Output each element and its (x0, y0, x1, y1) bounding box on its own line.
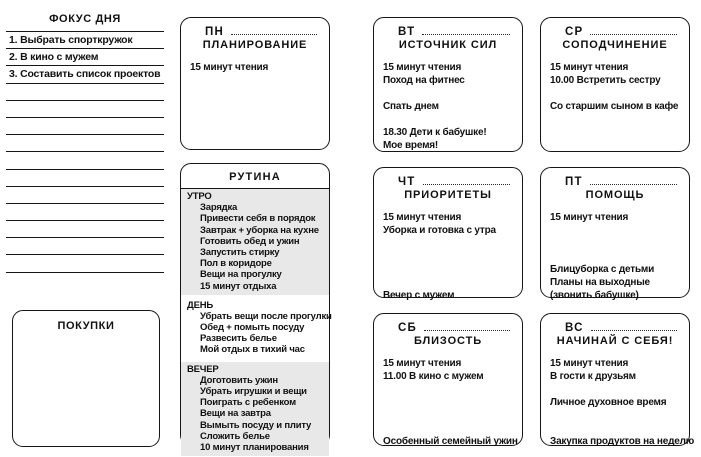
note-line: 18.30 Дети к бабушке! (383, 127, 487, 138)
focus-line (6, 204, 164, 221)
note-line (550, 383, 680, 396)
note-line: 15 минут чтения (550, 62, 629, 73)
routine-item: Развесить белье (200, 333, 277, 345)
note-line (383, 409, 513, 422)
shopping-box (12, 310, 160, 447)
focus-line (6, 170, 164, 187)
routine-section-label: УТРО (187, 191, 212, 202)
note-line (383, 422, 513, 435)
note-line (383, 276, 513, 289)
routine-item: Вымыть посуду и плиту (200, 419, 312, 431)
day-header (181, 18, 329, 52)
day-title: ИСТОЧНИК СИЛ (398, 39, 498, 51)
day-abbr: ПТ (565, 176, 583, 188)
focus-lines (6, 32, 164, 273)
routine-item: Завтрак + уборка на кухне (200, 224, 319, 236)
routine-item: Поиграть с ребенком (200, 397, 296, 409)
note-line: 15 минут чтения (383, 212, 462, 223)
focus-line (6, 187, 164, 204)
shopping-title: ПОКУПКИ (57, 320, 115, 332)
focus-line (6, 135, 164, 152)
routine-item: Вещи на завтра (200, 408, 271, 420)
routine-item: Обед + помыть посуду (200, 322, 305, 334)
note-line (383, 383, 513, 396)
routine-item: Вещи на прогулку (200, 269, 282, 281)
routine-section-morning (181, 189, 329, 295)
day-abbr: СР (565, 26, 584, 38)
routine-item: 10 минут планирования (200, 441, 309, 453)
note-line (383, 237, 513, 250)
day-abbr: ВС (565, 322, 584, 334)
routine-item: Готовить обед и ужин (200, 235, 300, 247)
routine-section-items (187, 202, 329, 292)
note-line: 15 минут чтения (190, 62, 269, 73)
routine-title: РУТИНА (181, 164, 329, 189)
dotted-leader (591, 330, 677, 331)
note-line: Мое время! (383, 140, 439, 151)
day-title: НАЧИНАЙ С СЕБЯ! (556, 335, 674, 347)
routine-item: Привести себя в порядок (200, 213, 316, 225)
dotted-leader (590, 34, 677, 35)
note-line: 15 минут чтения (383, 62, 462, 73)
note-line: Блицуборка с детьми (550, 264, 655, 275)
routine-section-label: ДЕНЬ (187, 299, 213, 311)
card-tuesday (373, 17, 523, 152)
note-line: 11.00 В кино с мужем (383, 371, 484, 382)
routine-item: Пол в коридоре (200, 258, 272, 270)
day-notes (541, 52, 689, 113)
day-notes (374, 348, 522, 448)
day-notes (541, 202, 689, 302)
note-line (383, 263, 513, 276)
note-line: В гости к друзьям (550, 371, 636, 382)
day-title: ПРИОРИТЕТЫ (404, 189, 492, 201)
card-sunday (540, 313, 695, 447)
note-line: Закупка продуктов на неделю (550, 436, 695, 447)
note-line (550, 237, 680, 250)
day-notes (181, 52, 329, 74)
day-title: ПЛАНИРОВАНИЕ (202, 39, 308, 51)
day-notes (541, 348, 695, 448)
note-line (383, 396, 513, 409)
dotted-leader (424, 330, 510, 331)
routine-item: Убрать вещи после прогулки (200, 310, 332, 322)
dotted-leader (423, 184, 510, 185)
card-wednesday (540, 17, 690, 152)
focus-line (6, 221, 164, 238)
note-line: Уборка и готовка с утра (383, 225, 496, 236)
focus-line: 1. Выбрать спорткружок (6, 32, 164, 49)
card-saturday (373, 313, 523, 446)
note-line (383, 113, 513, 126)
note-line (550, 422, 680, 435)
day-notes (374, 52, 522, 152)
focus-title: ФОКУС ДНЯ (6, 13, 164, 32)
note-line (550, 250, 680, 263)
routine-item: Убрать игрушки и вещи (200, 386, 307, 397)
note-line: 10.00 Встретить сестру (550, 75, 661, 86)
routine-item: Мой отдых в тихий час (200, 344, 305, 356)
routine-section-day (181, 298, 332, 359)
note-line: 15 минут чтения (550, 212, 629, 223)
focus-line: 2. В кино с мужем (6, 49, 164, 66)
focus-line: 3. Составить список проектов (6, 66, 164, 83)
routine-item: 15 минут отдыха (200, 280, 277, 292)
routine-section-items (187, 310, 332, 356)
routine-item: Сложить белье (200, 430, 270, 442)
note-line (550, 409, 680, 422)
day-title: СОПОДЧИНЕНИЕ (562, 39, 668, 51)
day-abbr: ЧТ (398, 176, 416, 188)
day-header (541, 168, 689, 202)
note-line: Со старшим сыном в кафе (550, 101, 679, 112)
note-line (550, 224, 680, 237)
focus-line (6, 152, 164, 169)
note-line: (звонить бабушке) (550, 290, 639, 301)
day-header (374, 18, 522, 52)
focus-line (6, 238, 164, 255)
note-line: Особенный семейный ужин (383, 436, 518, 447)
day-abbr: СБ (398, 322, 417, 334)
routine-section-items (187, 375, 329, 453)
note-line: Спать днем (383, 101, 439, 112)
day-abbr: ПН (205, 26, 224, 38)
focus-line (6, 101, 164, 118)
note-line: Поход на фитнес (383, 75, 465, 86)
day-header (374, 168, 522, 202)
card-monday (180, 17, 330, 150)
routine-item: Запустить стирку (200, 246, 280, 258)
note-line: Личное духовное время (550, 397, 667, 408)
note-line: Вечер с мужем (383, 290, 455, 301)
note-line (383, 250, 513, 263)
day-header (541, 314, 689, 348)
note-line (550, 87, 680, 100)
focus-panel (6, 13, 164, 273)
dotted-leader (422, 34, 510, 35)
note-line: Планы на выходные (550, 277, 650, 288)
note-line (383, 87, 513, 100)
routine-card (180, 163, 332, 453)
day-title: ПОМОЩЬ (585, 189, 645, 201)
routine-section-label: ВЕЧЕР (187, 363, 219, 375)
routine-item: Зарядка (200, 202, 238, 214)
day-header (541, 18, 689, 52)
focus-line (6, 84, 164, 101)
routine-section-evening (181, 362, 329, 457)
card-thursday (373, 167, 523, 301)
dotted-leader (590, 184, 677, 185)
day-notes (374, 202, 522, 302)
focus-line (6, 255, 164, 272)
note-line: 15 минут чтения (550, 358, 629, 369)
day-header (374, 314, 522, 348)
day-abbr: ВТ (398, 26, 416, 38)
note-line: 15 минут чтения (383, 358, 462, 369)
dotted-leader (231, 34, 317, 35)
day-title: БЛИЗОСТЬ (413, 335, 483, 347)
routine-item: Доготовить ужин (200, 374, 278, 386)
card-friday (540, 167, 690, 301)
focus-line (6, 118, 164, 135)
